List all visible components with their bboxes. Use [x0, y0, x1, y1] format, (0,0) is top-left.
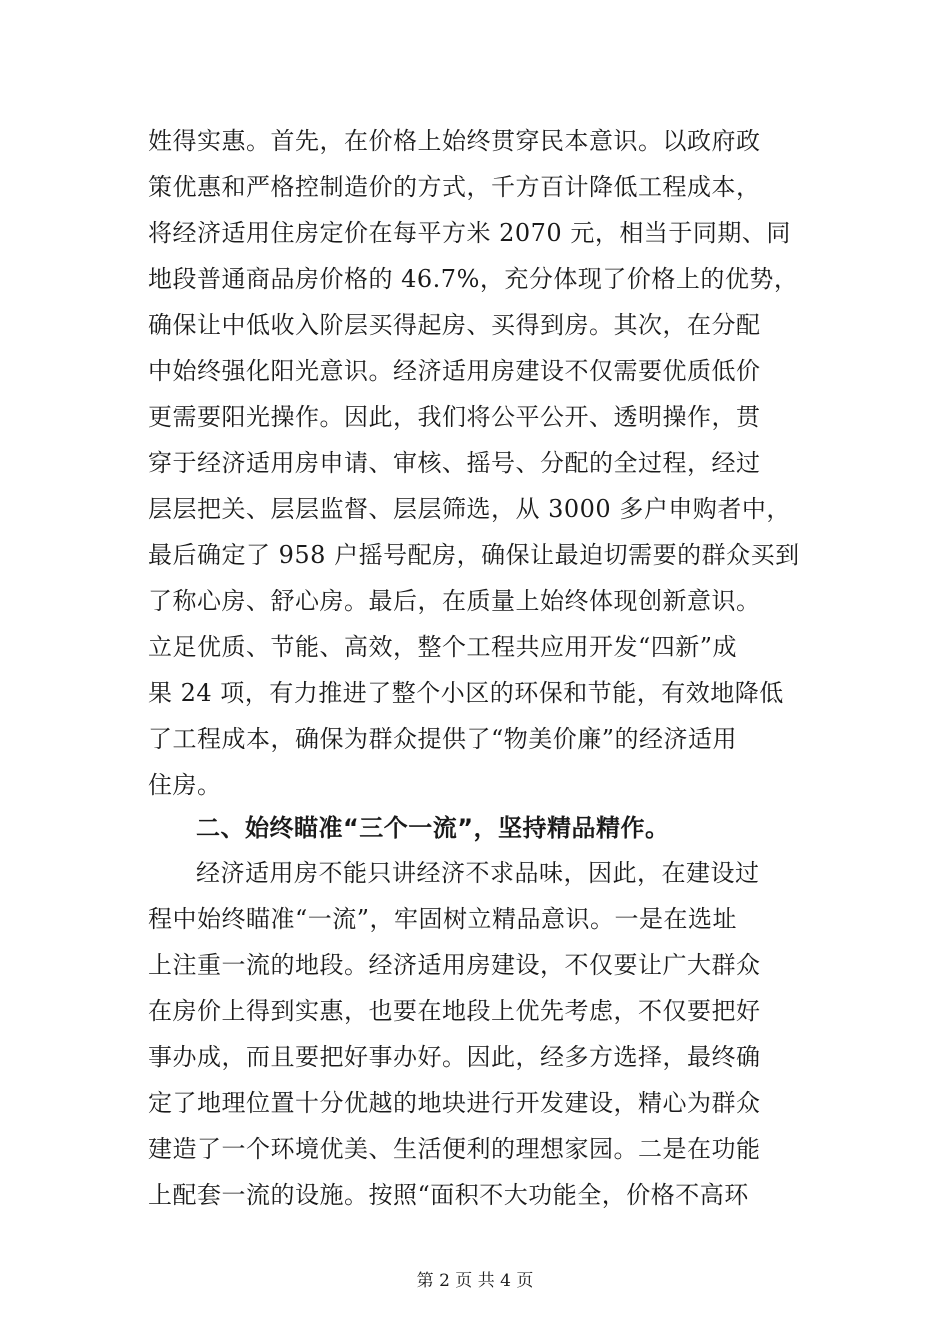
text-line: 定了地理位置十分优越的地块进行开发建设，精心为群众	[148, 1089, 761, 1117]
text-line: 了工程成本，确保为群众提供了“物美价廉”的经济适用	[148, 725, 738, 753]
text-line: 建造了一个环境优美、生活便利的理想家园。二是在功能	[148, 1135, 761, 1163]
text-line: 确保让中低收入阶层买得起房、买得到房。其次，在分配	[148, 311, 761, 339]
text-line: 策优惠和严格控制造价的方式，千方百计降低工程成本，	[148, 173, 761, 201]
text-line: 层层把关、层层监督、层层筛选，从 3000 多户申购者中，	[148, 495, 791, 523]
text-line: 程中始终瞄准“一流”，牢固树立精品意识。一是在选址	[148, 905, 738, 933]
text-line: 最后确定了 958 户摇号配房，确保让最迫切需要的群众买到	[148, 541, 800, 569]
text-line: 穿于经济适用房申请、审核、摇号、分配的全过程，经过	[148, 449, 761, 477]
section-heading: 二、始终瞄准“三个一流”，坚持精品精作。	[196, 814, 670, 842]
text-line: 了称心房、舒心房。最后，在质量上始终体现创新意识。	[148, 587, 761, 615]
text-line: 事办成，而且要把好事办好。因此，经多方选择，最终确	[148, 1043, 761, 1071]
text-line: 地段普通商品房价格的 46.7%，充分体现了价格上的优势，	[148, 265, 799, 293]
text-line: 经济适用房不能只讲经济不求品味，因此，在建设过	[196, 859, 760, 887]
text-line: 中始终强化阳光意识。经济适用房建设不仅需要优质低价	[148, 357, 761, 385]
text-line: 姓得实惠。首先，在价格上始终贯穿民本意识。以政府政	[148, 127, 761, 155]
text-line: 果 24 项，有力推进了整个小区的环保和节能，有效地降低	[148, 679, 784, 707]
text-line: 立足优质、节能、高效，整个工程共应用开发“四新”成	[148, 633, 738, 661]
text-line: 更需要阳光操作。因此，我们将公平公开、透明操作，贯	[148, 403, 761, 431]
text-line: 将经济适用住房定价在每平方米 2070 元，相当于同期、同	[148, 219, 791, 247]
text-line: 住房。	[148, 771, 222, 799]
page-footer: 第 2 页 共 4 页	[416, 1271, 534, 1291]
text-line: 上注重一流的地段。经济适用房建设，不仅要让广大群众	[148, 951, 761, 979]
text-line: 上配套一流的设施。按照“面积不大功能全，价格不高环	[148, 1181, 749, 1209]
text-line: 在房价上得到实惠，也要在地段上优先考虑，不仅要把好	[148, 997, 761, 1025]
